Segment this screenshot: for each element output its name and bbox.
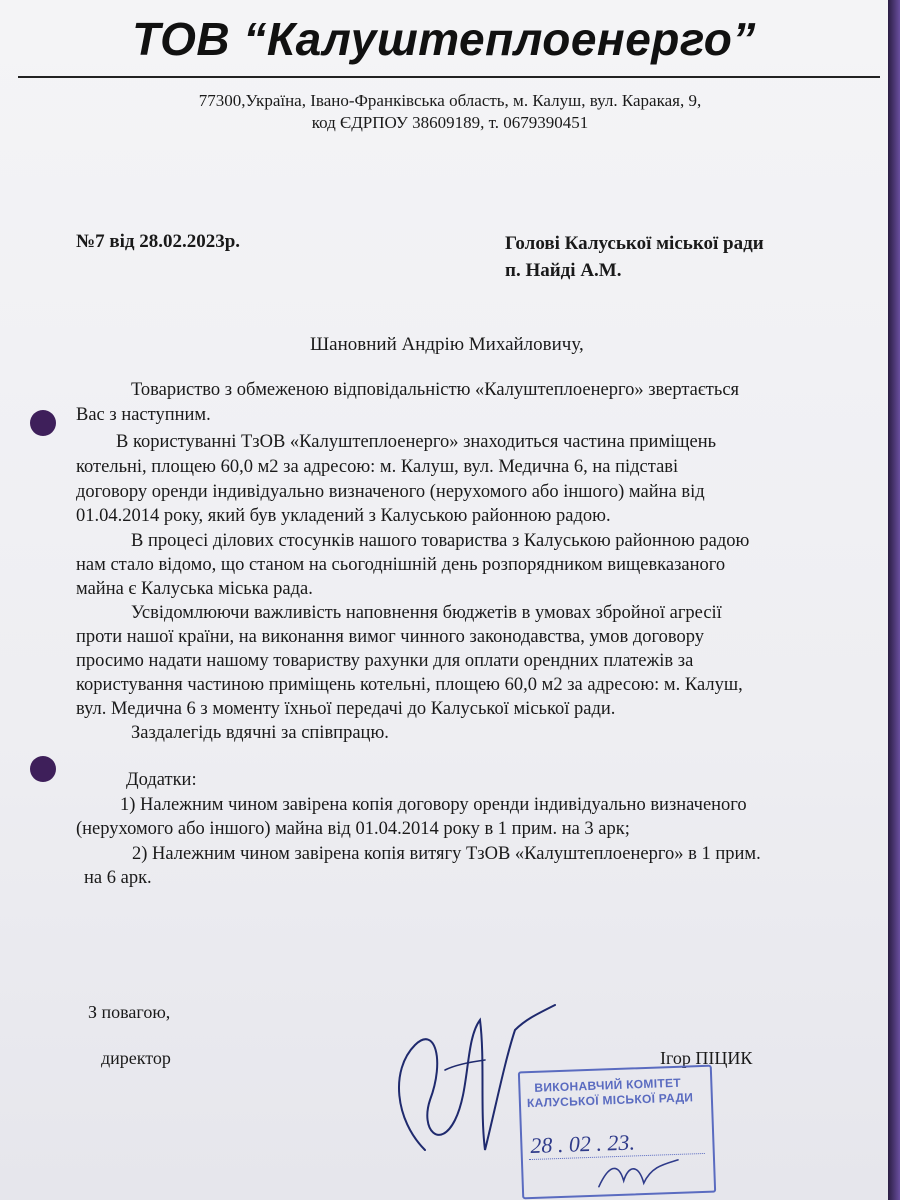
closing-regards: З повагою,: [88, 1002, 171, 1022]
paragraph-line: Вас з наступним.: [76, 405, 211, 425]
signer-position: директор: [101, 1048, 171, 1068]
stamp-line-1: ВИКОНАВЧИЙ КОМІТЕТ: [534, 1075, 682, 1095]
punch-hole: [30, 756, 56, 782]
paragraph-line: 01.04.2014 року, який був укладений з Калуською районною радою.: [76, 506, 611, 526]
attachment-item: 2) Належним чином завірена копія витягу ТзОВ «Калуштеплоенерго» в 1 прим.: [132, 844, 761, 864]
stamp-initials-scribble: [593, 1154, 684, 1193]
paragraph-line: В користуванні ТзОВ «Калуштеплоенерго» знаходиться частина приміщень: [116, 432, 717, 452]
paragraph-line: Усвідомлюючи важливість наповнення бюджетів в умовах збройної агресії: [131, 603, 722, 623]
paragraph-line: В процесі ділових стосунків нашого товариства з Калуською районною радою: [131, 531, 750, 551]
company-code-phone: код ЄДРПОУ 38609189, т. 0679390451: [311, 113, 589, 132]
paragraph-line: користування частиною приміщень котельні, площею 60,0 м2 за адресою: м. Калуш,: [76, 675, 743, 695]
company-name: ТОВ “Калуштеплоенерго”: [132, 13, 756, 65]
paragraph-line: проти нашої країни, на виконання вимог чинного законодавства, умов договору: [76, 627, 704, 647]
attachment-item: (нерухомого або іншого) майна від 01.04.2014 року в 1 прим. на 3 арк;: [76, 819, 630, 839]
background-edge: [888, 0, 900, 1200]
addressee-name: п. Найді А.М.: [505, 260, 622, 281]
paragraph-line: нам стало відомо, що станом на сьогоднішній день розпорядником вищевказаного: [76, 555, 726, 575]
punch-hole: [30, 410, 56, 436]
stamp-line-2: КАЛУСЬКОЇ МІСЬКОЇ РАДИ: [526, 1090, 694, 1111]
salutation: Шановний Андрію Михайловичу,: [310, 334, 584, 355]
paragraph-line: Заздалегідь вдячні за співпрацю.: [131, 723, 389, 743]
attachment-item: на 6 арк.: [84, 868, 152, 888]
letter-number-date: №7 від 28.02.2023р.: [76, 231, 241, 252]
paragraph-line: вул. Медична 6 з моменту їхньої передачі до Калуської міської ради.: [76, 699, 616, 719]
company-address: 77300,Україна, Івано-Франківська область, м. Калуш, вул. Каракая, 9,: [198, 91, 702, 110]
addressee-title: Голові Калуської міської ради: [505, 233, 764, 254]
paragraph-line: договору оренди індивідуально визначеного (нерухомого або іншого) майна від: [76, 482, 705, 502]
paragraph-line: котельні, площею 60,0 м2 за адресою: м. Калуш, вул. Медична 6, на підставі: [76, 457, 679, 477]
header-divider: [18, 76, 880, 78]
paragraph-line: просимо надати нашому товариству рахунки для оплати орендних платежів за: [76, 651, 694, 671]
signer-name: Ігор ПІЦИК: [660, 1048, 753, 1068]
paragraph-line: Товариство з обмеженою відповідальністю «Калуштеплоенерго» звертається: [131, 380, 740, 400]
paragraph-line: майна є Калуська міська рада.: [76, 579, 313, 599]
registration-stamp: [518, 1065, 716, 1200]
addressee-block: [505, 230, 764, 284]
stamp-date: 28 . 02 . 23.: [529, 1129, 636, 1159]
attachments-title: Додатки:: [126, 770, 197, 790]
attachment-item: 1) Належним чином завірена копія договору оренди індивідуально визначеного: [120, 795, 747, 815]
